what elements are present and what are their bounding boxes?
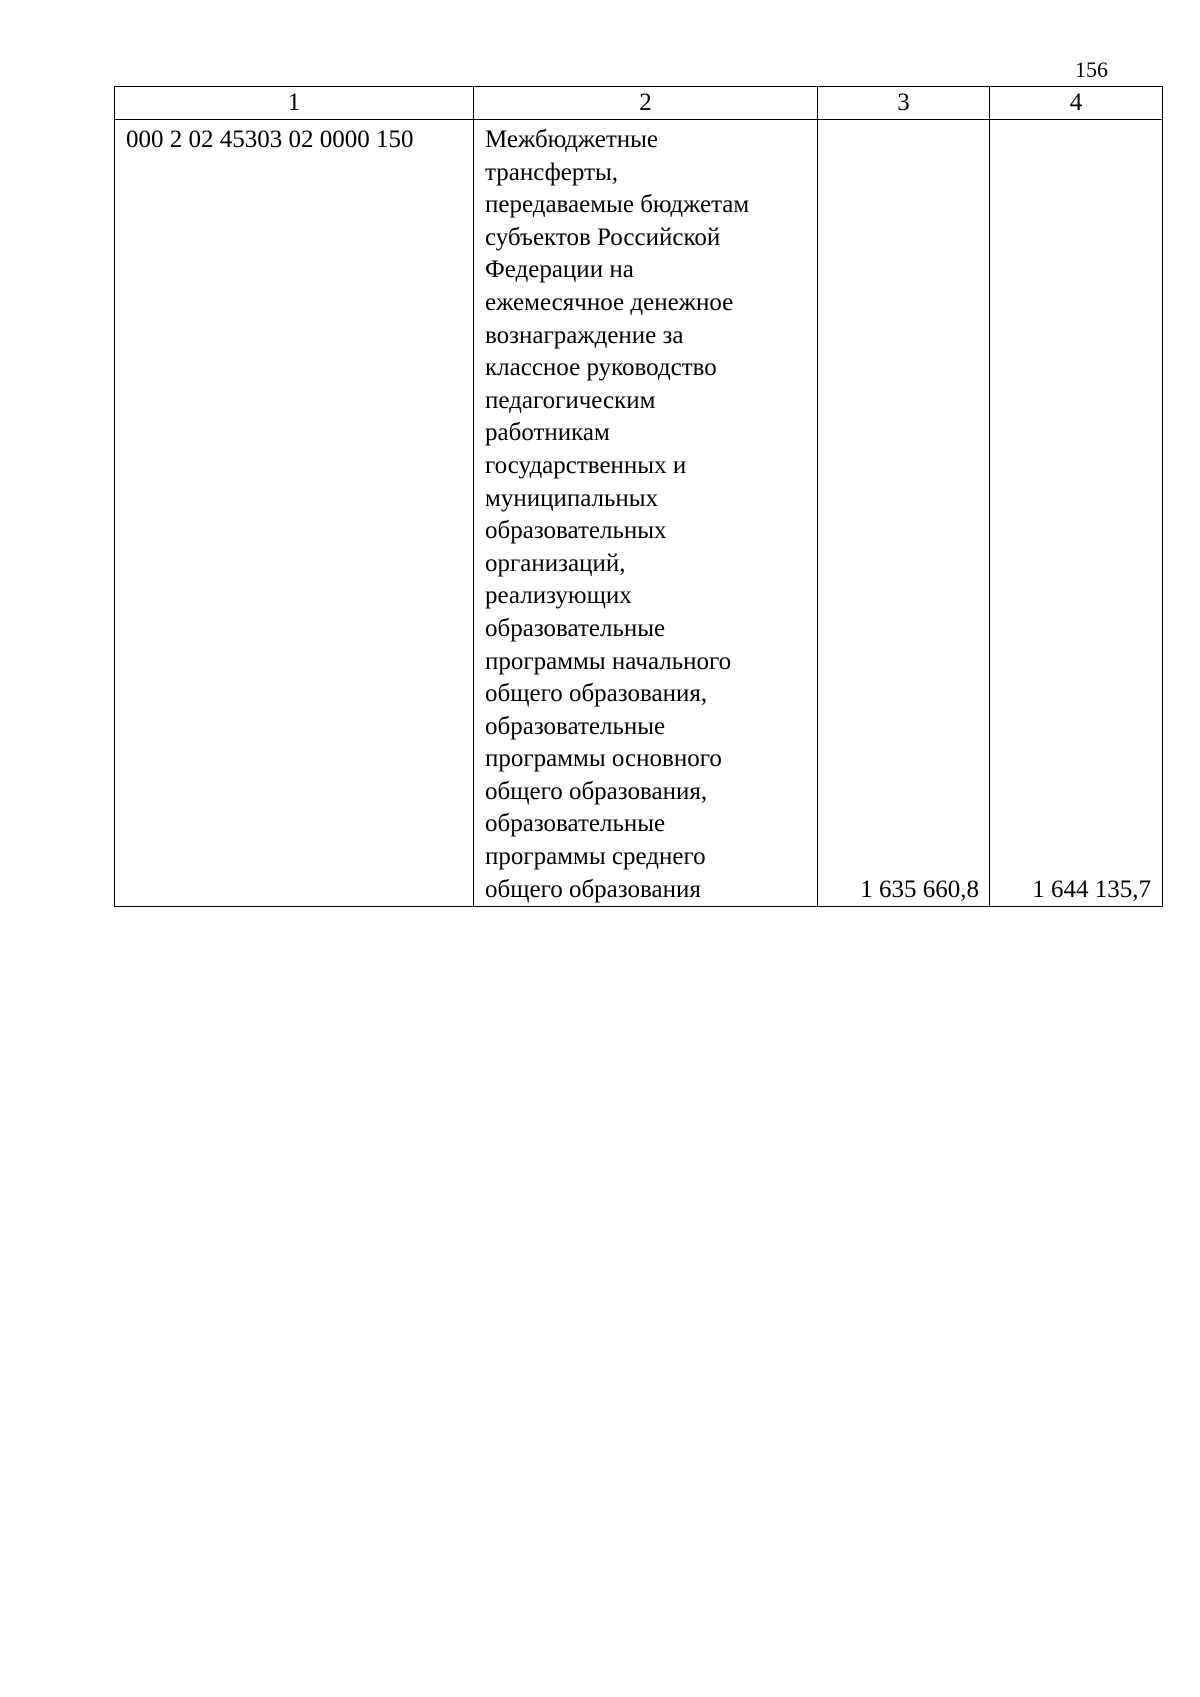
description-line: работникам: [485, 419, 610, 447]
description-line: общего образования,: [485, 680, 708, 708]
description-line: программы среднего: [485, 843, 706, 871]
description-line: вознаграждение за: [485, 321, 684, 349]
description-line: муниципальных: [485, 484, 659, 512]
description-line: образовательные: [485, 810, 666, 838]
description-line: организаций,: [485, 549, 626, 577]
description-line: государственных и: [485, 451, 687, 479]
amount-cell-col3: 1 635 660,8: [818, 120, 990, 907]
description-line: передаваемые бюджетам: [485, 191, 750, 219]
description-line: субъектов Российской: [485, 223, 721, 251]
description-line: образовательных: [485, 517, 667, 545]
column-header-1: 1: [115, 87, 474, 120]
column-header-2: 2: [474, 87, 818, 120]
description-line: педагогическим: [485, 386, 656, 414]
description-line: Федерации на: [485, 256, 634, 284]
description-line: классное руководство: [485, 354, 717, 382]
description-line: трансферты,: [485, 158, 619, 186]
description-line: общего образования: [485, 875, 701, 903]
column-header-4: 4: [990, 87, 1163, 120]
description-line: программы основного: [485, 745, 722, 773]
budget-table: [114, 86, 1163, 907]
table-header-row: [115, 87, 1163, 120]
description-cell: [474, 120, 818, 907]
description-line: Межбюджетные: [485, 126, 659, 153]
description-line: программы начального: [485, 647, 732, 675]
description-line: образовательные: [485, 614, 666, 642]
description-line: образовательные: [485, 712, 666, 740]
column-header-3: 3: [818, 87, 990, 120]
description-line: общего образования,: [485, 777, 708, 805]
amount-cell-col4: 1 644 135,7: [990, 120, 1163, 907]
description-line: ежемесячное денежное: [485, 288, 734, 316]
table-row: [115, 120, 1163, 907]
description-line: реализующих: [485, 582, 632, 610]
budget-code-cell: 000 2 02 45303 02 0000 150: [115, 120, 474, 907]
page-number: 156: [1075, 57, 1108, 82]
